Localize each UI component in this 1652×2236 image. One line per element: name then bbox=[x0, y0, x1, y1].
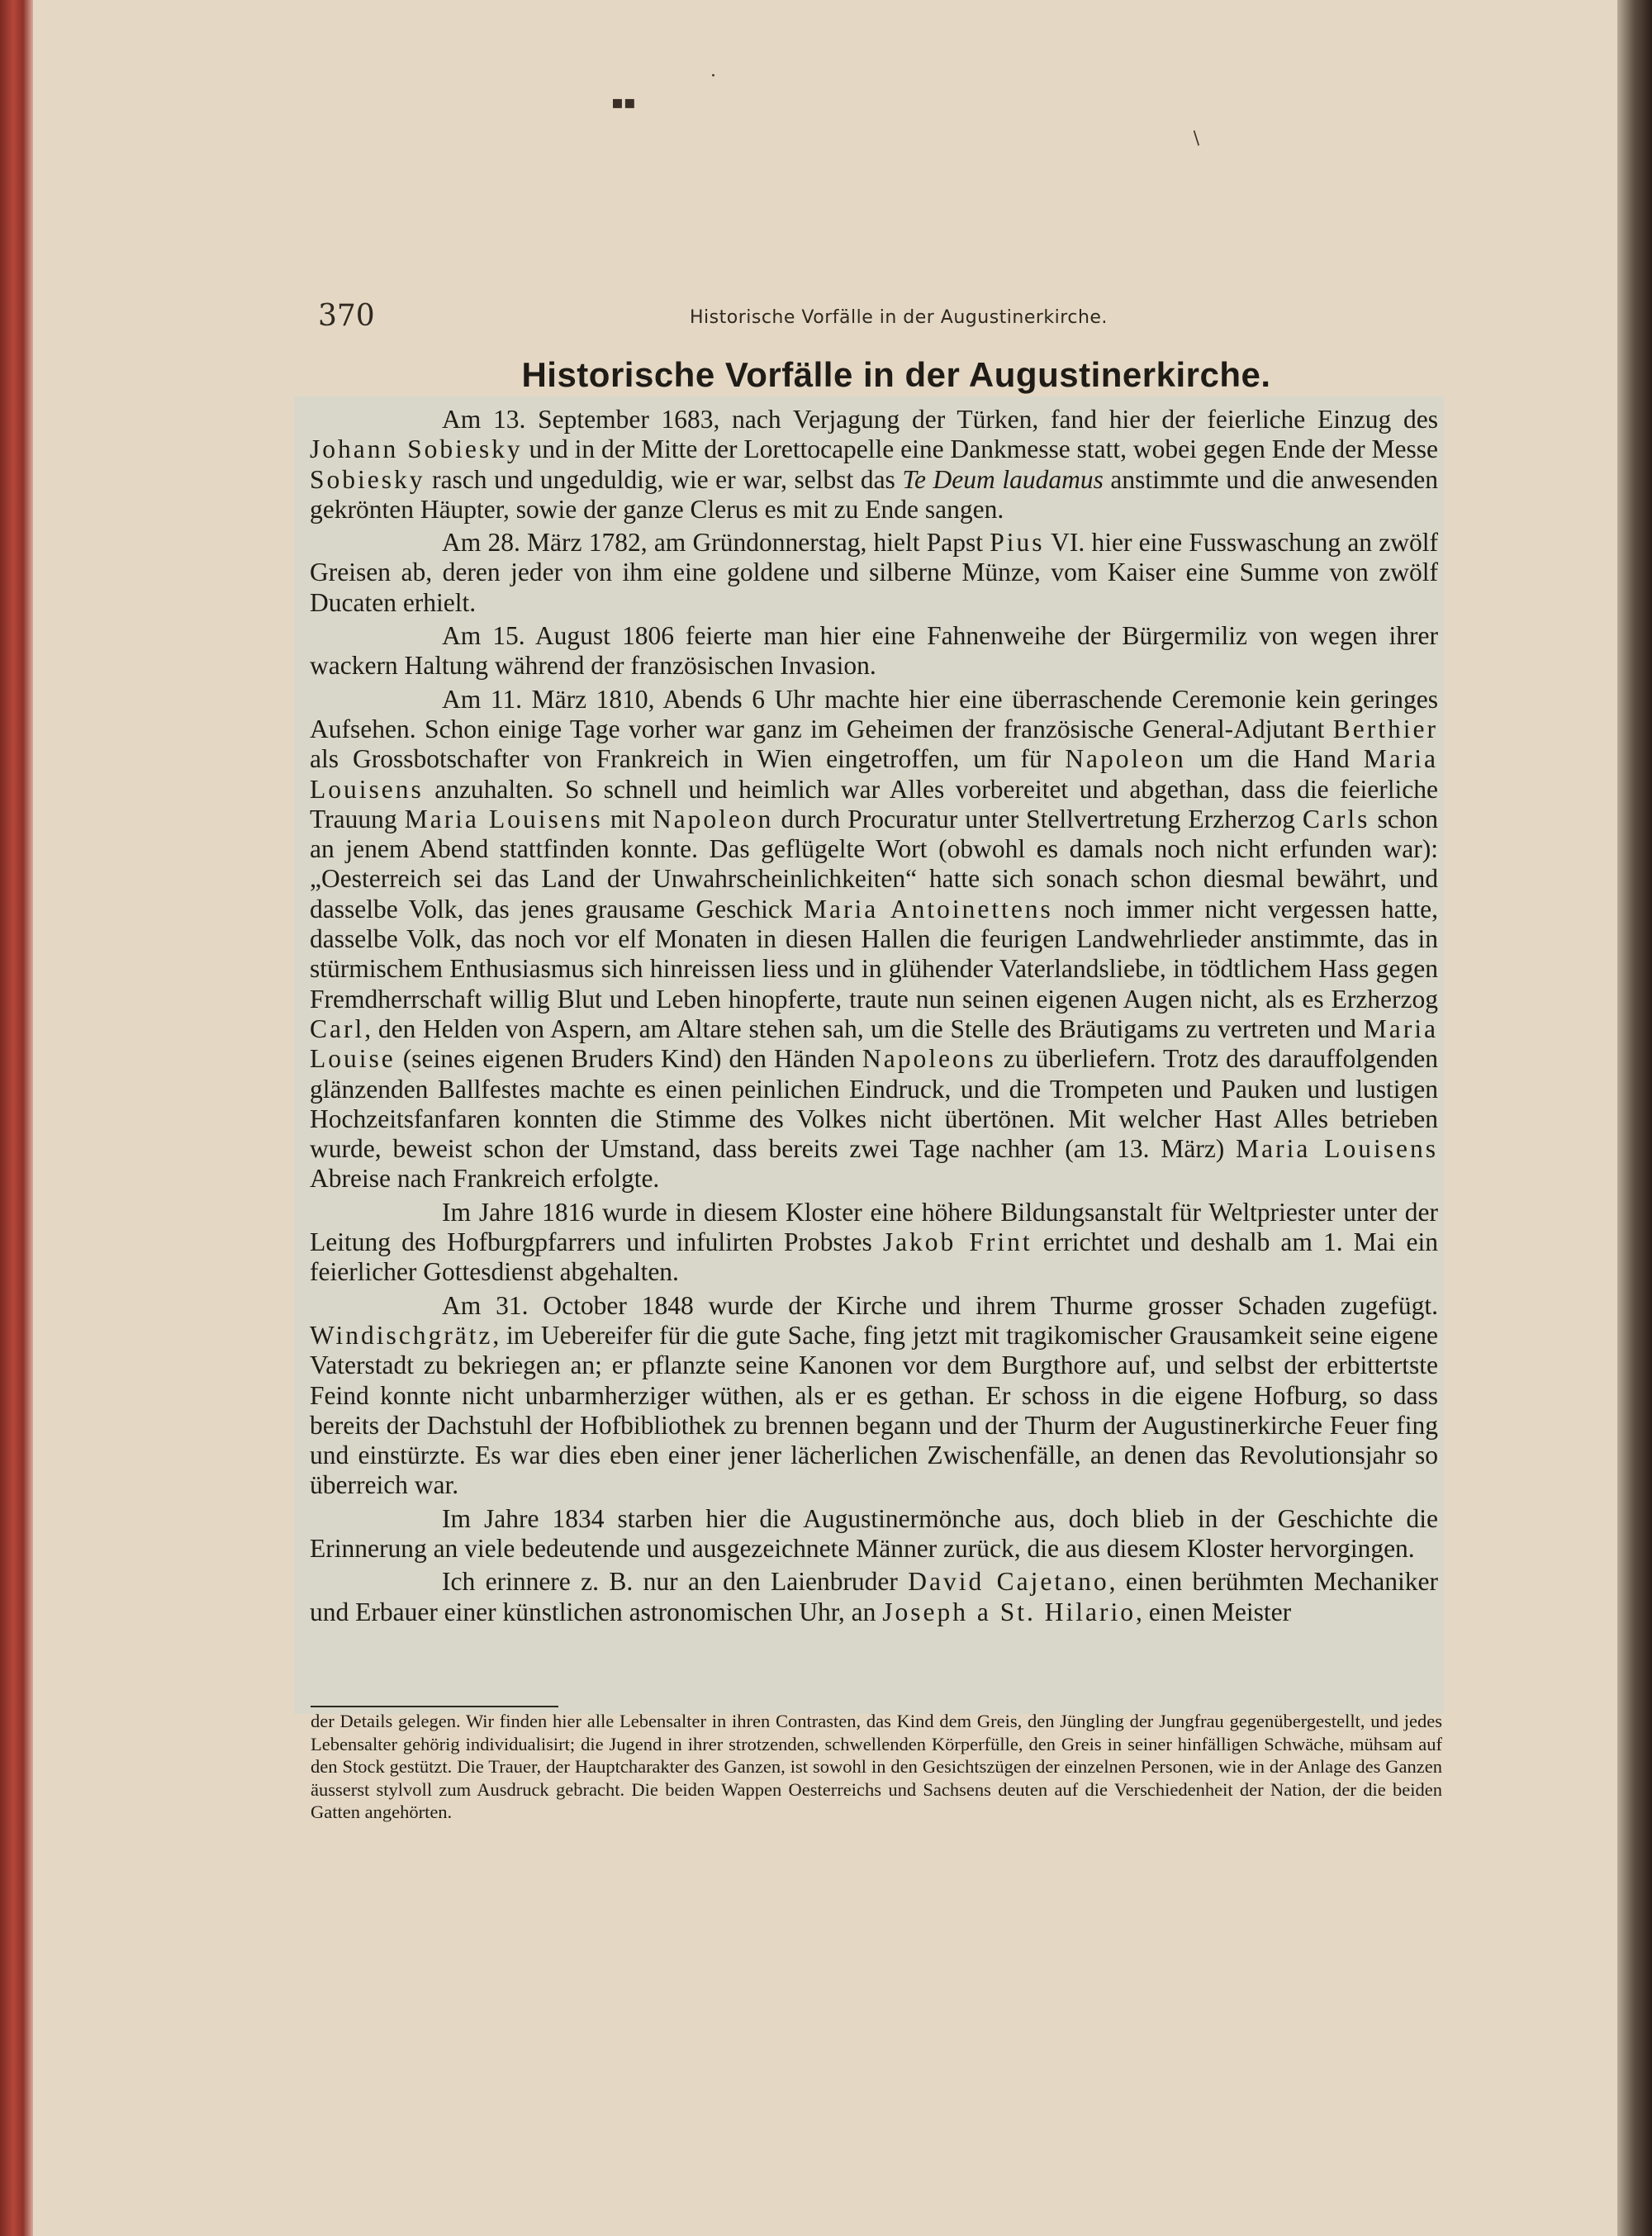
spaced-name: Johann Sobiesky bbox=[310, 434, 523, 464]
stray-mark: · bbox=[710, 66, 716, 87]
spaced-name: Maria Antoinettens bbox=[803, 894, 1053, 923]
footnote-rule bbox=[311, 1706, 558, 1707]
paragraph-p6 bbox=[310, 1291, 1438, 1501]
text-run: Am 11. März 1810, Abends 6 Uhr machte hier eine überraschende Ceremonie kein geringes Aufsehen. Schon einige Tage vorher war ganz im Geheimen der französische General-Adjutant bbox=[310, 684, 1438, 743]
text-run: und in der Mitte der Lorettocapelle eine Dankmesse statt, wobei gegen Ende der Messe bbox=[522, 434, 1438, 464]
spaced-name: Maria Louisens bbox=[1236, 1134, 1438, 1164]
spaced-name: Sobiesky bbox=[310, 464, 425, 494]
text-run: durch Procuratur unter Stellvertretung Erzherzog bbox=[773, 804, 1303, 833]
text-run: Am 13. September 1683, nach Verjagung der Türken, fand hier der feierliche Einzug des bbox=[442, 405, 1438, 434]
footnote: der Details gelegen. Wir finden hier alle Lebensalter in ihren Contrasten, das Kind dem Greis, den Jüngling der Jungfrau gegenübergestellt, und jedes Lebensalter gehörig individualisirt; die Jugend in ihrer strotzenden, schwellenden Körperfülle, den Greis in seiner hinfälligen Schwäche, mühsam auf den Stock gestützt. Die Trauer, der Hauptcharakter des Ganzen, ist sowohl in den Gesichtszügen der einzelnen Personen, wie in der Anlage des Ganzen äusserst stylvoll zum Ausdruck gebracht. Die beiden Wappen Oesterreichs und Sachsens deuten auf die Verschiedenheit der Nation, der die beiden Gatten angehörten. bbox=[311, 1711, 1442, 1822]
text-run: um die Hand bbox=[1185, 744, 1364, 774]
text-run: , im Uebereifer für die gute Sache, fing jetzt mit tragikomischer Grausamkeit seine eigene Vaterstadt zu bekriegen an; er pflanzte seine Kanonen vor dem Burgthore auf, und selbst der erbittertste Feind konnte nicht unbarmherziger wüthen, als er es gethan. Er schoss in die eigene Hofburg, so dass bereits der Dachstuhl der Hofbibliothek zu brennen begann und der Thurm der Augustinerkirche Feuer fing und einstürzte. Es war dies eben einer jener lächerlichen Zwischenfälle, an denen das Revolutionsjahr so überreich war. bbox=[310, 1320, 1438, 1500]
spaced-name: Maria Louise bbox=[310, 1014, 1438, 1074]
text-run: als Grossbotschafter von Frankreich in Wien eingetroffen, um für bbox=[310, 744, 1066, 774]
spaced-name: Jakob Frint bbox=[882, 1227, 1032, 1257]
paragraph-p7 bbox=[310, 1504, 1438, 1564]
paragraph-p3 bbox=[310, 621, 1438, 681]
paragraph-p1 bbox=[310, 405, 1438, 525]
text-run: , einen Meister bbox=[1136, 1597, 1292, 1626]
spaced-name: Maria Louisens bbox=[310, 744, 1439, 804]
page-right-edge bbox=[1617, 0, 1652, 2236]
spaced-name: Napoleon bbox=[1065, 744, 1186, 774]
chapter-title: Historische Vorfälle in der Augustinerkirche. bbox=[521, 355, 1271, 394]
spaced-name: Carls bbox=[1302, 804, 1370, 833]
text-run: Am 15. August 1806 feierte man hier eine Fahnenweihe der Bürgermiliz von wegen ihrer wackern Haltung während der französischen Invasion. bbox=[310, 621, 1438, 681]
body-text bbox=[310, 405, 1438, 1631]
text-run: anstimmte und die anwesenden gekrönten Häupter, sowie der ganze Clerus es mit zu Ende sangen. bbox=[310, 464, 1438, 524]
spaced-name: Pius bbox=[990, 528, 1045, 558]
spaced-name: Windischgrätz bbox=[310, 1320, 493, 1350]
paragraph-p8 bbox=[310, 1567, 1438, 1627]
text-run: , den Helden von Aspern, am Altare stehen sah, um die Stelle des Bräutigams zu vertreten und bbox=[364, 1014, 1364, 1043]
running-title: Historische Vorfälle in der Augustinerkirche. bbox=[690, 307, 1108, 328]
text-run: Am 31. October 1848 wurde der Kirche und ihrem Thurme grosser Schaden zugefügt. bbox=[442, 1290, 1438, 1320]
spaced-name: Joseph a St. Hilario bbox=[882, 1597, 1137, 1626]
text-run: VI. hier eine Fusswaschung an zwölf Greisen ab, deren jeder von ihm eine goldene und silberne Münze, vom Kaiser eine Summe von zwölf Ducaten erhielt. bbox=[310, 528, 1438, 617]
spaced-name: Napoleons bbox=[862, 1044, 996, 1074]
italic-phrase: Te Deum laudamus bbox=[902, 464, 1104, 494]
text-run: rasch und ungeduldig, wie er war, selbst das bbox=[425, 464, 903, 494]
text-run: Am 28. März 1782, am Gründonnerstag, hielt Papst bbox=[442, 528, 990, 558]
spaced-name: Maria Louisens bbox=[404, 804, 603, 833]
text-run: errichtet und deshalb am 1. Mai ein feierlicher Gottesdienst abgehalten. bbox=[310, 1227, 1438, 1287]
stray-mark: / bbox=[1188, 128, 1205, 149]
paragraph-p4 bbox=[310, 685, 1438, 1194]
text-run: anzuhalten. So schnell und heimlich war Alles vorbereitet und abgethan, dass die feierliche Trauung bbox=[310, 774, 1438, 833]
running-head bbox=[318, 299, 1450, 340]
text-run: mit bbox=[602, 804, 653, 833]
text-run: , einen berühmten Mechaniker und Erbauer einer künstlichen astronomischen Uhr, an bbox=[310, 1567, 1438, 1626]
paragraph-p5 bbox=[310, 1198, 1438, 1288]
spaced-name: David Cajetano bbox=[908, 1567, 1109, 1597]
text-run: schon an jenem Abend stattfinden konnte. Das geflügelte Wort (obwohl es damals noch nicht erfunden war): „Oesterreich sei das Land der Unwahrscheinlichkeiten“ hatte sich sonach schon diesmal bewährt, und dasselbe Volk, das jenes grausame Geschick bbox=[310, 804, 1438, 923]
book-binding-edge bbox=[0, 0, 33, 2236]
text-run: Ich erinnere z. B. nur an den Laienbruder bbox=[442, 1567, 909, 1597]
paragraph-p2 bbox=[310, 528, 1438, 618]
text-run: zu überliefern. Trotz des darauffolgenden glänzenden Ballfestes machte es einen peinlichen Eindruck, und die Trompeten und Pauken und lustigen Hochzeitsfanfaren konnten die Stimme des Volkes nicht übertönen. Mit welcher Hast Alles betrieben wurde, beweist schon der Umstand, dass bereits zwei Tage nachher (am 13. März) bbox=[310, 1044, 1438, 1164]
spaced-name: Napoleon bbox=[652, 804, 774, 833]
text-run: Im Jahre 1834 starben hier die Augustinermönche aus, doch blieb in der Geschichte die Erinnerung an viele bedeutende und ausgezeichnete Männer zurück, die aus diesem Kloster hervorgingen. bbox=[310, 1503, 1438, 1563]
text-run: (seines eigenen Bruders Kind) den Händen bbox=[395, 1044, 862, 1074]
stray-mark: ▪▪ bbox=[611, 93, 636, 113]
text-run: noch immer nicht vergessen hatte, dasselbe Volk, das noch vor elf Monaten in diesen Hallen die feurigen Landwehrlieder anstimmte, das in stürmischem Enthusiasmus sich hinreissen liess und in glühender Vaterlandsliebe, in tödtlichem Hass gegen Fremdherrschaft willig Blut und Leben hinopferte, traute nun seinen eigenen Augen nicht, als es Erzherzog bbox=[310, 894, 1438, 1014]
spaced-name: Berthier bbox=[1332, 714, 1438, 743]
text-run: Im Jahre 1816 wurde in diesem Kloster eine höhere Bildungsanstalt für Weltpriester unter der Leitung des Hofburgpfarrers und infulirten Probstes bbox=[310, 1197, 1438, 1257]
spaced-name: Carl bbox=[310, 1014, 365, 1043]
page-number: 370 bbox=[318, 299, 375, 333]
text-run: Abreise nach Frankreich erfolgte. bbox=[310, 1164, 660, 1194]
